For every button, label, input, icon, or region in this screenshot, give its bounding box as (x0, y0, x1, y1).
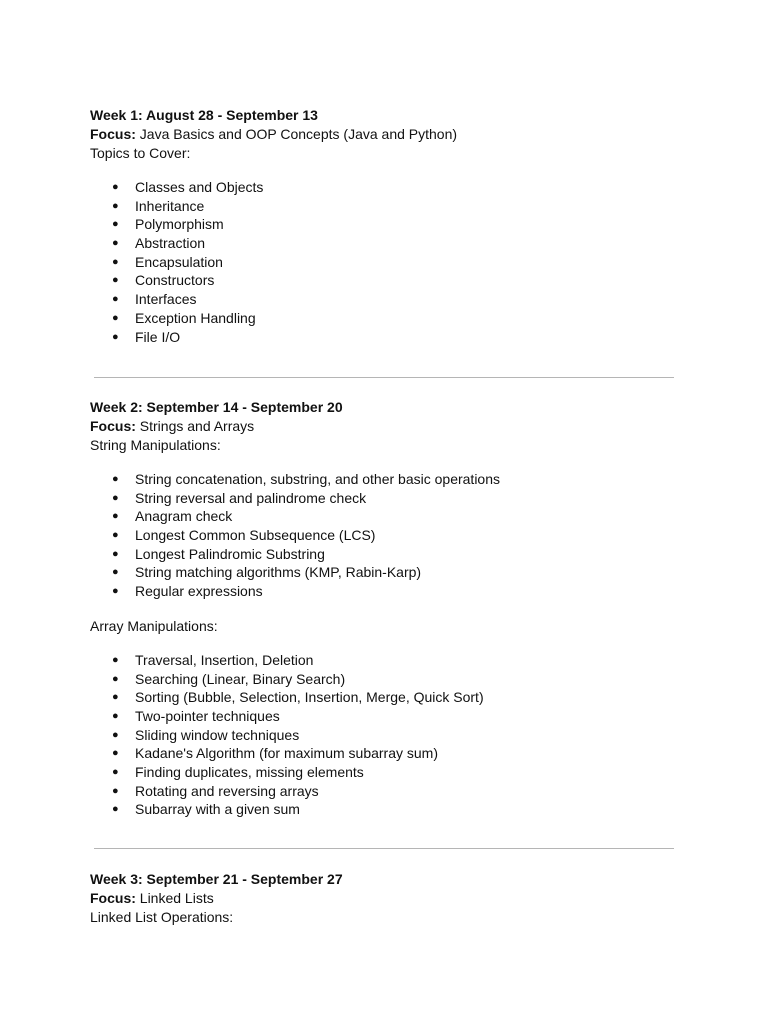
topic-list (90, 651, 690, 819)
focus-text: Java Basics and OOP Concepts (Java and Python) (135, 126, 458, 142)
list-item: ● Exception Handling (90, 309, 690, 328)
list-item: ● Encapsulation (90, 253, 690, 272)
topic-list (90, 178, 690, 346)
list-item: ● Longest Common Subsequence (LCS) (90, 526, 690, 545)
focus-label: Focus: (90, 890, 136, 906)
list-item: ● File I/O (90, 328, 690, 347)
focus-line (90, 417, 690, 436)
focus-label: Focus: (90, 126, 136, 142)
list-item: ● Polymorphism (90, 215, 690, 234)
list-item: ● Constructors (90, 271, 690, 290)
section-divider (94, 377, 674, 378)
list-item: ● Kadane's Algorithm (for maximum subarray sum) (90, 744, 690, 763)
section-divider (94, 848, 674, 849)
list-item: ● String reversal and palindrome check (90, 489, 690, 508)
focus-text: Strings and Arrays (135, 418, 255, 434)
week-3-section (90, 870, 690, 927)
list-item: ● Traversal, Insertion, Deletion (90, 651, 690, 670)
list-item: ● Interfaces (90, 290, 690, 309)
list-item: ● Inheritance (90, 197, 690, 216)
list-item: ● String matching algorithms (KMP, Rabin-Karp) (90, 563, 690, 582)
week-title: Week 3: September 21 - September 27 (90, 871, 343, 887)
list-item: ● Subarray with a given sum (90, 800, 690, 819)
section-heading: String Manipulations: (90, 437, 221, 453)
week-title: Week 2: September 14 - September 20 (90, 399, 343, 415)
list-item: ● Two-pointer techniques (90, 707, 690, 726)
list-item: ● Longest Palindromic Substring (90, 545, 690, 564)
list-item: ● Finding duplicates, missing elements (90, 763, 690, 782)
list-item: ● Regular expressions (90, 582, 690, 601)
section-heading: Array Manipulations: (90, 617, 218, 634)
list-item: ● Anagram check (90, 507, 690, 526)
topic-list (90, 470, 690, 601)
list-item: ● Abstraction (90, 234, 690, 253)
list-item: ● Classes and Objects (90, 178, 690, 197)
week-title: Week 1: August 28 - September 13 (90, 107, 318, 123)
list-item: ● Sliding window techniques (90, 726, 690, 745)
section-heading: Topics to Cover: (90, 145, 191, 161)
list-item: ● Searching (Linear, Binary Search) (90, 670, 690, 689)
list-item: ● Sorting (Bubble, Selection, Insertion, Merge, Quick Sort) (90, 688, 690, 707)
focus-label: Focus: (90, 418, 136, 434)
week-2-section (90, 398, 690, 819)
list-item: ● String concatenation, substring, and other basic operations (90, 470, 690, 489)
focus-line (90, 125, 690, 144)
list-item: ● Rotating and reversing arrays (90, 782, 690, 801)
focus-line (90, 889, 690, 908)
section-heading: Linked List Operations: (90, 909, 234, 925)
focus-text: Linked Lists (135, 890, 214, 906)
week-1-section (90, 106, 690, 346)
